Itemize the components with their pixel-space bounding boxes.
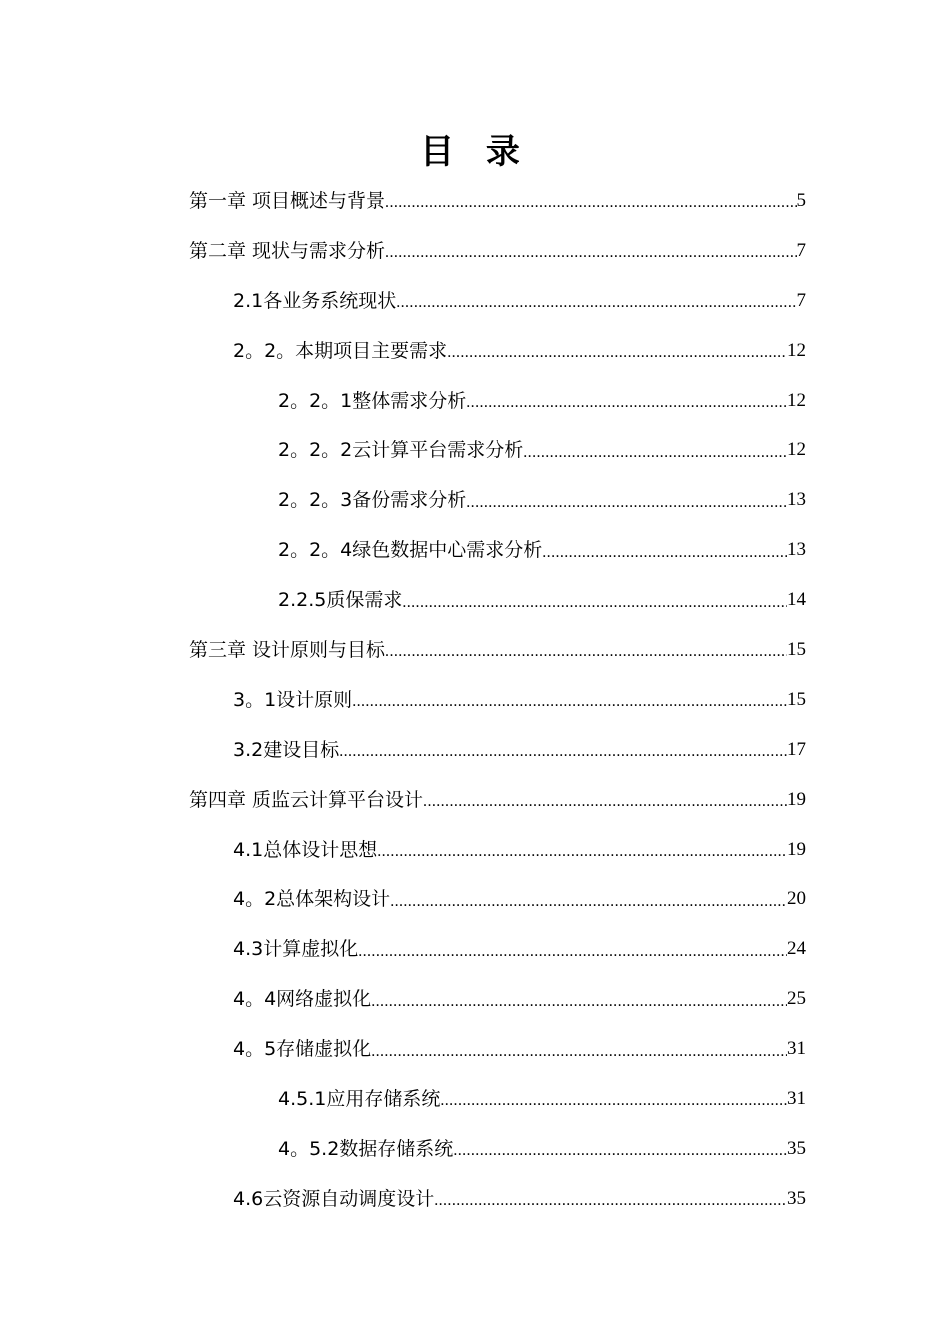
toc-entry[interactable] xyxy=(0,276,950,326)
toc-page-number: 13 xyxy=(787,539,806,561)
toc-entry[interactable] xyxy=(0,475,950,525)
toc-dot-leader xyxy=(385,639,787,665)
table-of-contents xyxy=(0,176,950,1224)
toc-page-number: 7 xyxy=(796,239,806,261)
toc-entry[interactable] xyxy=(0,1074,950,1124)
toc-dot-leader xyxy=(434,1188,787,1214)
toc-entry[interactable] xyxy=(0,525,950,575)
toc-page-number: 35 xyxy=(787,1187,806,1209)
toc-page-number: 12 xyxy=(787,389,806,411)
toc-entry-label: 3.2建设目标 xyxy=(233,738,340,761)
toc-entry-label: 2.2.5质保需求 xyxy=(278,589,403,612)
toc-page-number: 14 xyxy=(787,589,806,611)
toc-dot-leader xyxy=(396,290,796,316)
toc-entry-label: 2。2。2云计算平台需求分析 xyxy=(278,439,524,462)
toc-dot-leader xyxy=(385,240,796,266)
toc-dot-leader xyxy=(371,989,787,1015)
toc-dot-leader xyxy=(523,440,787,466)
toc-page-number: 17 xyxy=(787,738,806,760)
toc-dot-leader xyxy=(371,1039,787,1065)
toc-entry-label: 3。1设计原则 xyxy=(233,688,353,711)
toc-dot-leader xyxy=(385,190,796,216)
toc-dot-leader xyxy=(377,839,787,865)
toc-entry[interactable] xyxy=(0,725,950,775)
toc-entry-label: 4。5存储虚拟化 xyxy=(233,1038,372,1061)
toc-entry-label: 4.5.1应用存储系统 xyxy=(278,1087,441,1110)
toc-entry-label: 第三章 设计原则与目标 xyxy=(189,638,386,661)
toc-dot-leader xyxy=(466,390,787,416)
toc-entry-label: 4。4网络虚拟化 xyxy=(233,988,372,1011)
toc-page-number: 7 xyxy=(796,289,806,311)
toc-dot-leader xyxy=(453,1138,787,1164)
toc-page-number: 19 xyxy=(787,838,806,860)
toc-entry-label: 2。2。1整体需求分析 xyxy=(278,389,467,412)
toc-dot-leader xyxy=(466,490,787,516)
toc-entry[interactable] xyxy=(0,625,950,675)
toc-dot-leader xyxy=(402,590,787,616)
toc-dot-leader xyxy=(423,789,787,815)
toc-entry[interactable] xyxy=(0,924,950,974)
toc-dot-leader xyxy=(352,689,787,715)
toc-entry-label: 第一章 项目概述与背景 xyxy=(189,189,386,212)
toc-entry[interactable] xyxy=(0,176,950,226)
toc-dot-leader xyxy=(390,889,787,915)
toc-entry-label: 4。5.2数据存储系统 xyxy=(278,1137,454,1160)
toc-entry-label: 4.3计算虚拟化 xyxy=(233,938,359,961)
toc-page-number: 12 xyxy=(787,339,806,361)
toc-entry[interactable] xyxy=(0,425,950,475)
toc-entry[interactable] xyxy=(0,825,950,875)
toc-entry-label: 4。2总体架构设计 xyxy=(233,888,391,911)
toc-page-number: 20 xyxy=(787,888,806,910)
toc-entry-label: 第四章 质监云计算平台设计 xyxy=(189,788,424,811)
toc-page-number: 25 xyxy=(787,988,806,1010)
toc-entry[interactable] xyxy=(0,575,950,625)
toc-page-number: 15 xyxy=(787,688,806,710)
toc-page-number: 24 xyxy=(787,938,806,960)
toc-entry-label: 2。2。4绿色数据中心需求分析 xyxy=(278,539,543,562)
toc-entry-label: 第二章 现状与需求分析 xyxy=(189,239,386,262)
toc-dot-leader xyxy=(358,939,787,965)
toc-entry-label: 4.6云资源自动调度设计 xyxy=(233,1187,435,1210)
toc-entry[interactable] xyxy=(0,376,950,426)
toc-page-number: 35 xyxy=(787,1137,806,1159)
toc-entry[interactable] xyxy=(0,874,950,924)
toc-page-number: 5 xyxy=(796,189,806,211)
toc-entry[interactable] xyxy=(0,675,950,725)
toc-entry-label: 2。2。本期项目主要需求 xyxy=(233,339,448,362)
toc-entry[interactable] xyxy=(0,326,950,376)
toc-entry[interactable] xyxy=(0,1174,950,1224)
toc-entry-label: 4.1总体设计思想 xyxy=(233,838,378,861)
toc-page-number: 15 xyxy=(787,638,806,660)
toc-dot-leader xyxy=(447,340,787,366)
toc-dot-leader xyxy=(440,1088,787,1114)
toc-page-number: 31 xyxy=(787,1038,806,1060)
toc-entry[interactable] xyxy=(0,775,950,825)
toc-page-number: 13 xyxy=(787,489,806,511)
toc-entry[interactable] xyxy=(0,974,950,1024)
toc-dot-leader xyxy=(542,540,787,566)
page-title: 目 录 xyxy=(420,132,530,172)
toc-dot-leader xyxy=(339,739,787,765)
toc-page-number: 31 xyxy=(787,1087,806,1109)
toc-entry[interactable] xyxy=(0,1024,950,1074)
toc-entry-label: 2.1各业务系统现状 xyxy=(233,289,397,312)
toc-entry[interactable] xyxy=(0,226,950,276)
toc-page-number: 19 xyxy=(787,788,806,810)
toc-entry[interactable] xyxy=(0,1124,950,1174)
toc-page-number: 12 xyxy=(787,439,806,461)
toc-entry-label: 2。2。3备份需求分析 xyxy=(278,489,467,512)
